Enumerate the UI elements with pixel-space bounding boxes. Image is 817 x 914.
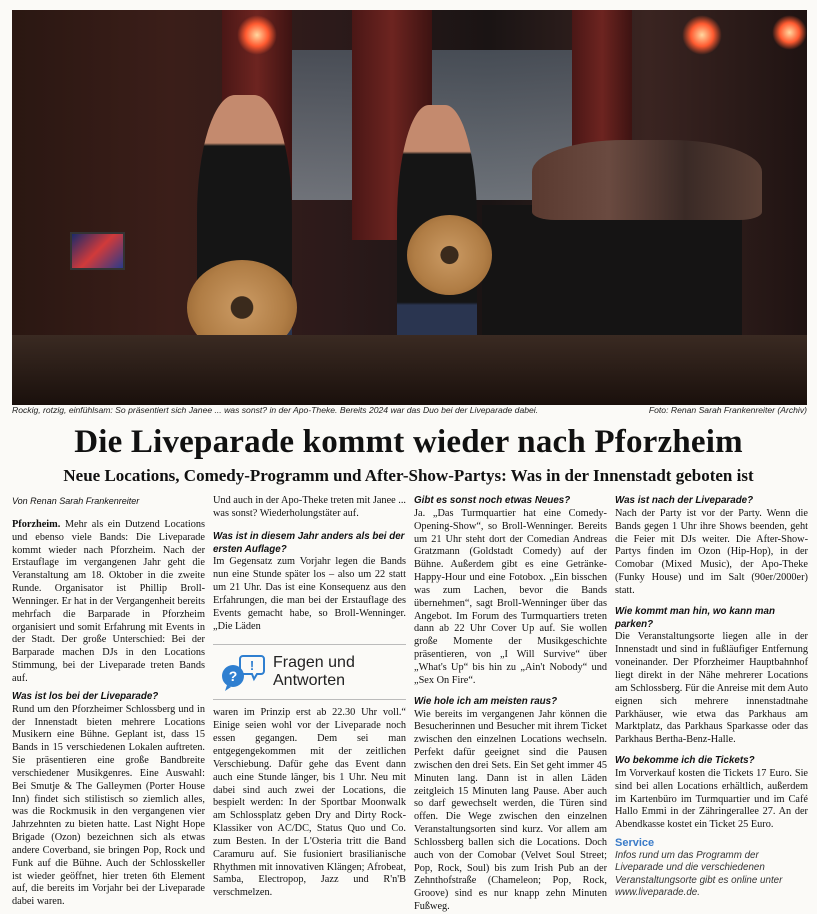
paragraph-text: Mehr als ein Dutzend Locations und ebenso viele Bands: Die Liveparade kommt wieder nach Pforzheim. Nach der Erstauflage im vergangenen Jahr geht die Veranstaltung am 18. Oktober in die zweite Runde. Organisator ist Phillip Broll-Wenninger. Er hat in der Vergangenheit bereits mehrfach die Barparade in Pforzheim organisiert und somit Erfahrung mit Events in der Stadt. Der große Unterschied: Bei der Barparade machen DJs in den Locations Stimmung, bei der Liveparade treten Bands auf. xyxy=(12,519,205,684)
guitar-right xyxy=(407,215,492,295)
bar-counter xyxy=(482,205,742,345)
paragraph-text: Ja. „Das Turmquartier hat eine Comedy-Opening-Show“, so Broll-Wenninger. Bereits um 21 Uhr steht dort der Comedian Andreas Gratzmann (Goldstadt Comedy) auf der Bühne. Außerdem gibt es eine Getränke-Happy-Hour und eine Fotobox. „Ein bisschen was zum Lachen, bevor die Bands übernehmen“, sagt Broll-Wenninger über das Angebot. Im Forum des Turmquartiers treten dann ab 22 Uhr Cover Up auf. Sie wollen große Momente der Musikgeschichte präsentieren, von „I Will Survive“ über „What's Up“ bis hin zu „Ain't Nobody“ und „Sex On Fire“. xyxy=(414,508,607,688)
svg-text:!: ! xyxy=(250,658,254,673)
column-1 xyxy=(12,495,205,909)
paragraph-text: waren im Prinzip erst ab 22.30 Uhr voll.“ Einige seien wohl vor der Liveparade noch essen gegangen. Dem sei man entgegengekommen mit der zeitlichen Verschiebung. Dafür gehe das Event dann auch eine Stunde länger, bis 1 Uhr. Neu mit dabei sind auch zwei der Locations, die bespielt werden: In der Sportbar Moonwalk am Schlossplatz geben Dry and Dirty Rock-Klassiker von AC/DC, Status Quo und Co. zum Besten. In der L'Osteria tritt die Band Caramuru auf. Sie fusioniert brasilianische Rhythmen mit innovativen Klängen; Afrobeat, Samba, Electropop, Jazz und R'n'B verschmelzen. xyxy=(213,707,406,900)
question-heading: Gibt es sonst noch etwas Neues? xyxy=(414,495,607,508)
question-heading: Was ist los bei der Liveparade? xyxy=(12,691,205,704)
dateline: Pforzheim. xyxy=(12,519,60,530)
faq-title-line1: Fragen und xyxy=(273,654,355,672)
paragraph-text: Nach der Party ist vor der Party. Wenn die Bands gegen 1 Uhr ihre Shows beenden, geht die Feier mit DJs weiter. Die After-Show-Partys finden im Ozon (Hip-Hop), in der Comobar (Mixed Music), der Apo-Theke (Funky House) und im Salt (90er/2000er) statt. xyxy=(615,508,808,598)
photo-credit: Foto: Renan Sarah Frankenreiter (Archiv) xyxy=(649,405,807,415)
concert-photo xyxy=(12,10,807,405)
faq-box-title xyxy=(273,654,355,690)
faq-title-line2: Antworten xyxy=(273,672,355,690)
column-4 xyxy=(615,495,808,899)
service-text: Infos rund um das Programm der Liveparade und die verschiedenen Veranstaltungsorte gibt es online unter www.liveparade.de. xyxy=(615,850,808,899)
paragraph-text: Die Veranstaltungsorte liegen alle in der Innenstadt und sind in fußläufiger Entfernung voneinander. Der Pforzheimer Hauptbahnhof liegt direkt in der Nähe mehrerer Locations am Schlossberg. Für die Anreise mit dem Auto eignen sich mehrere innenstadtnahe Parkhäuser, wie etwa das Parkhaus am Marktplatz, das Parkhaus Sparkasse oder das Parkhaus Bertha-Benz-Halle. xyxy=(615,631,808,747)
light-red-left xyxy=(237,15,277,55)
service-heading: Service xyxy=(615,837,808,850)
question-heading: Was ist nach der Liveparade? xyxy=(615,495,808,508)
floor xyxy=(12,335,807,405)
paragraph xyxy=(12,519,205,686)
laptop xyxy=(70,232,125,270)
light-right xyxy=(682,15,722,55)
paragraph-text: Wie bereits im vergangenen Jahr können die Besucherinnen und Besucher mit ihrem Ticket zwischen den einzelnen Locations wechseln. Perfekt dafür geeignet sind die Pausen zwischen den drei Sets. Ein Set geht immer 45 Minuten lang. Dann ist in allen Läden zeitgleich 15 Minuten lang Pause. Aber auch so darf gewechselt werden, die Türen sind offen. Die Wege zwischen den einzelnen Veranstaltungsorten sind kurz. Vor allem am Schlossberg ballen sich die Locations. Doch auch von der Comobar (Velvet Soul Street; Pop, Rock, Soul) bis zum Irish Pub an der Zehnthofstraße (Chameleon; Pop, Rock, Groove) sind es nur knapp zehn Minuten Fußweg. xyxy=(414,709,607,914)
paragraph-text: Im Gegensatz zum Vorjahr legen die Bands nun eine Stunde später los – also um 22 statt um 21 Uhr. Das ist eine Konsequenz aus den Erfahrungen, die man bei der Erstauflage des Events gemacht habe, so Broll-Wenninger. „Die Läden xyxy=(213,556,406,633)
byline: Von Renan Sarah Frankenreiter xyxy=(12,495,205,508)
subheadline: Neue Locations, Comedy-Programm und After-Show-Partys: Was in der Innenstadt geboten ist xyxy=(0,466,817,486)
question-heading: Wo bekomme ich die Tickets? xyxy=(615,755,808,768)
caption-text: Rockig, rotzig, einfühlsam: So präsentiert sich Janee ... was sonst? in der Apo-Theke. Bereits 2024 war das Duo bei der Liveparade dabei. xyxy=(12,405,538,415)
paragraph-text: Und auch in der Apo-Theke treten mit Janee ... was sonst? Wiederholungstäter auf. xyxy=(213,495,406,521)
column-2 xyxy=(213,495,406,900)
faq-box xyxy=(213,644,406,700)
photo-caption xyxy=(12,405,807,419)
headline: Die Liveparade kommt wieder nach Pforzheim xyxy=(0,424,817,461)
question-heading: Wie kommt man hin, wo kann man parken? xyxy=(615,606,808,632)
question-heading: Was ist in diesem Jahr anders als bei der ersten Auflage? xyxy=(213,531,406,557)
column-3 xyxy=(414,495,607,914)
question-heading: Wie hole ich am meisten raus? xyxy=(414,696,607,709)
light-far-right xyxy=(772,15,807,50)
speech-bubbles-icon xyxy=(221,652,265,692)
paragraph-text: Im Vorverkauf kosten die Tickets 17 Euro. Sie sind bei allen Locations erhältlich, außerdem im Kartenbüro im Turmquartier und im Café Hallo Emmi in der Zähringerallee 27. An der Abendkasse kostet ein Ticket 25 Euro. xyxy=(615,768,808,832)
paragraph-text: Rund um den Pforzheimer Schlossberg und in der Innenstadt bieten mehrere Locations Musikern eine Bühne. Geplant ist, dass 15 Bands in 15 verschiedenen Lokalen auftreten. Sie präsentieren eine große Bandbreite verschiedener Musikgenres. Eine Auswahl: Bei Smutje & The Galleymen (Porter House Inn) findet sich stilistisch so ziemlich alles, was die Rockmusik in den vergangenen vier Jahrzehnten zu bieten hatte. Last Night Hope Brigade (Ozon) bezeichnen sich als etwas andere Coverband, sie bringen Pop, Rock und Funk auf die Bühne. Auch der Schlosskeller ist wieder geöffnet, hier treten 6th Element auf, die bereits im Vorjahr bei der Liveparade dabei waren. xyxy=(12,704,205,910)
audience-group xyxy=(532,140,762,220)
window-left xyxy=(292,50,352,200)
svg-text:?: ? xyxy=(229,668,238,684)
